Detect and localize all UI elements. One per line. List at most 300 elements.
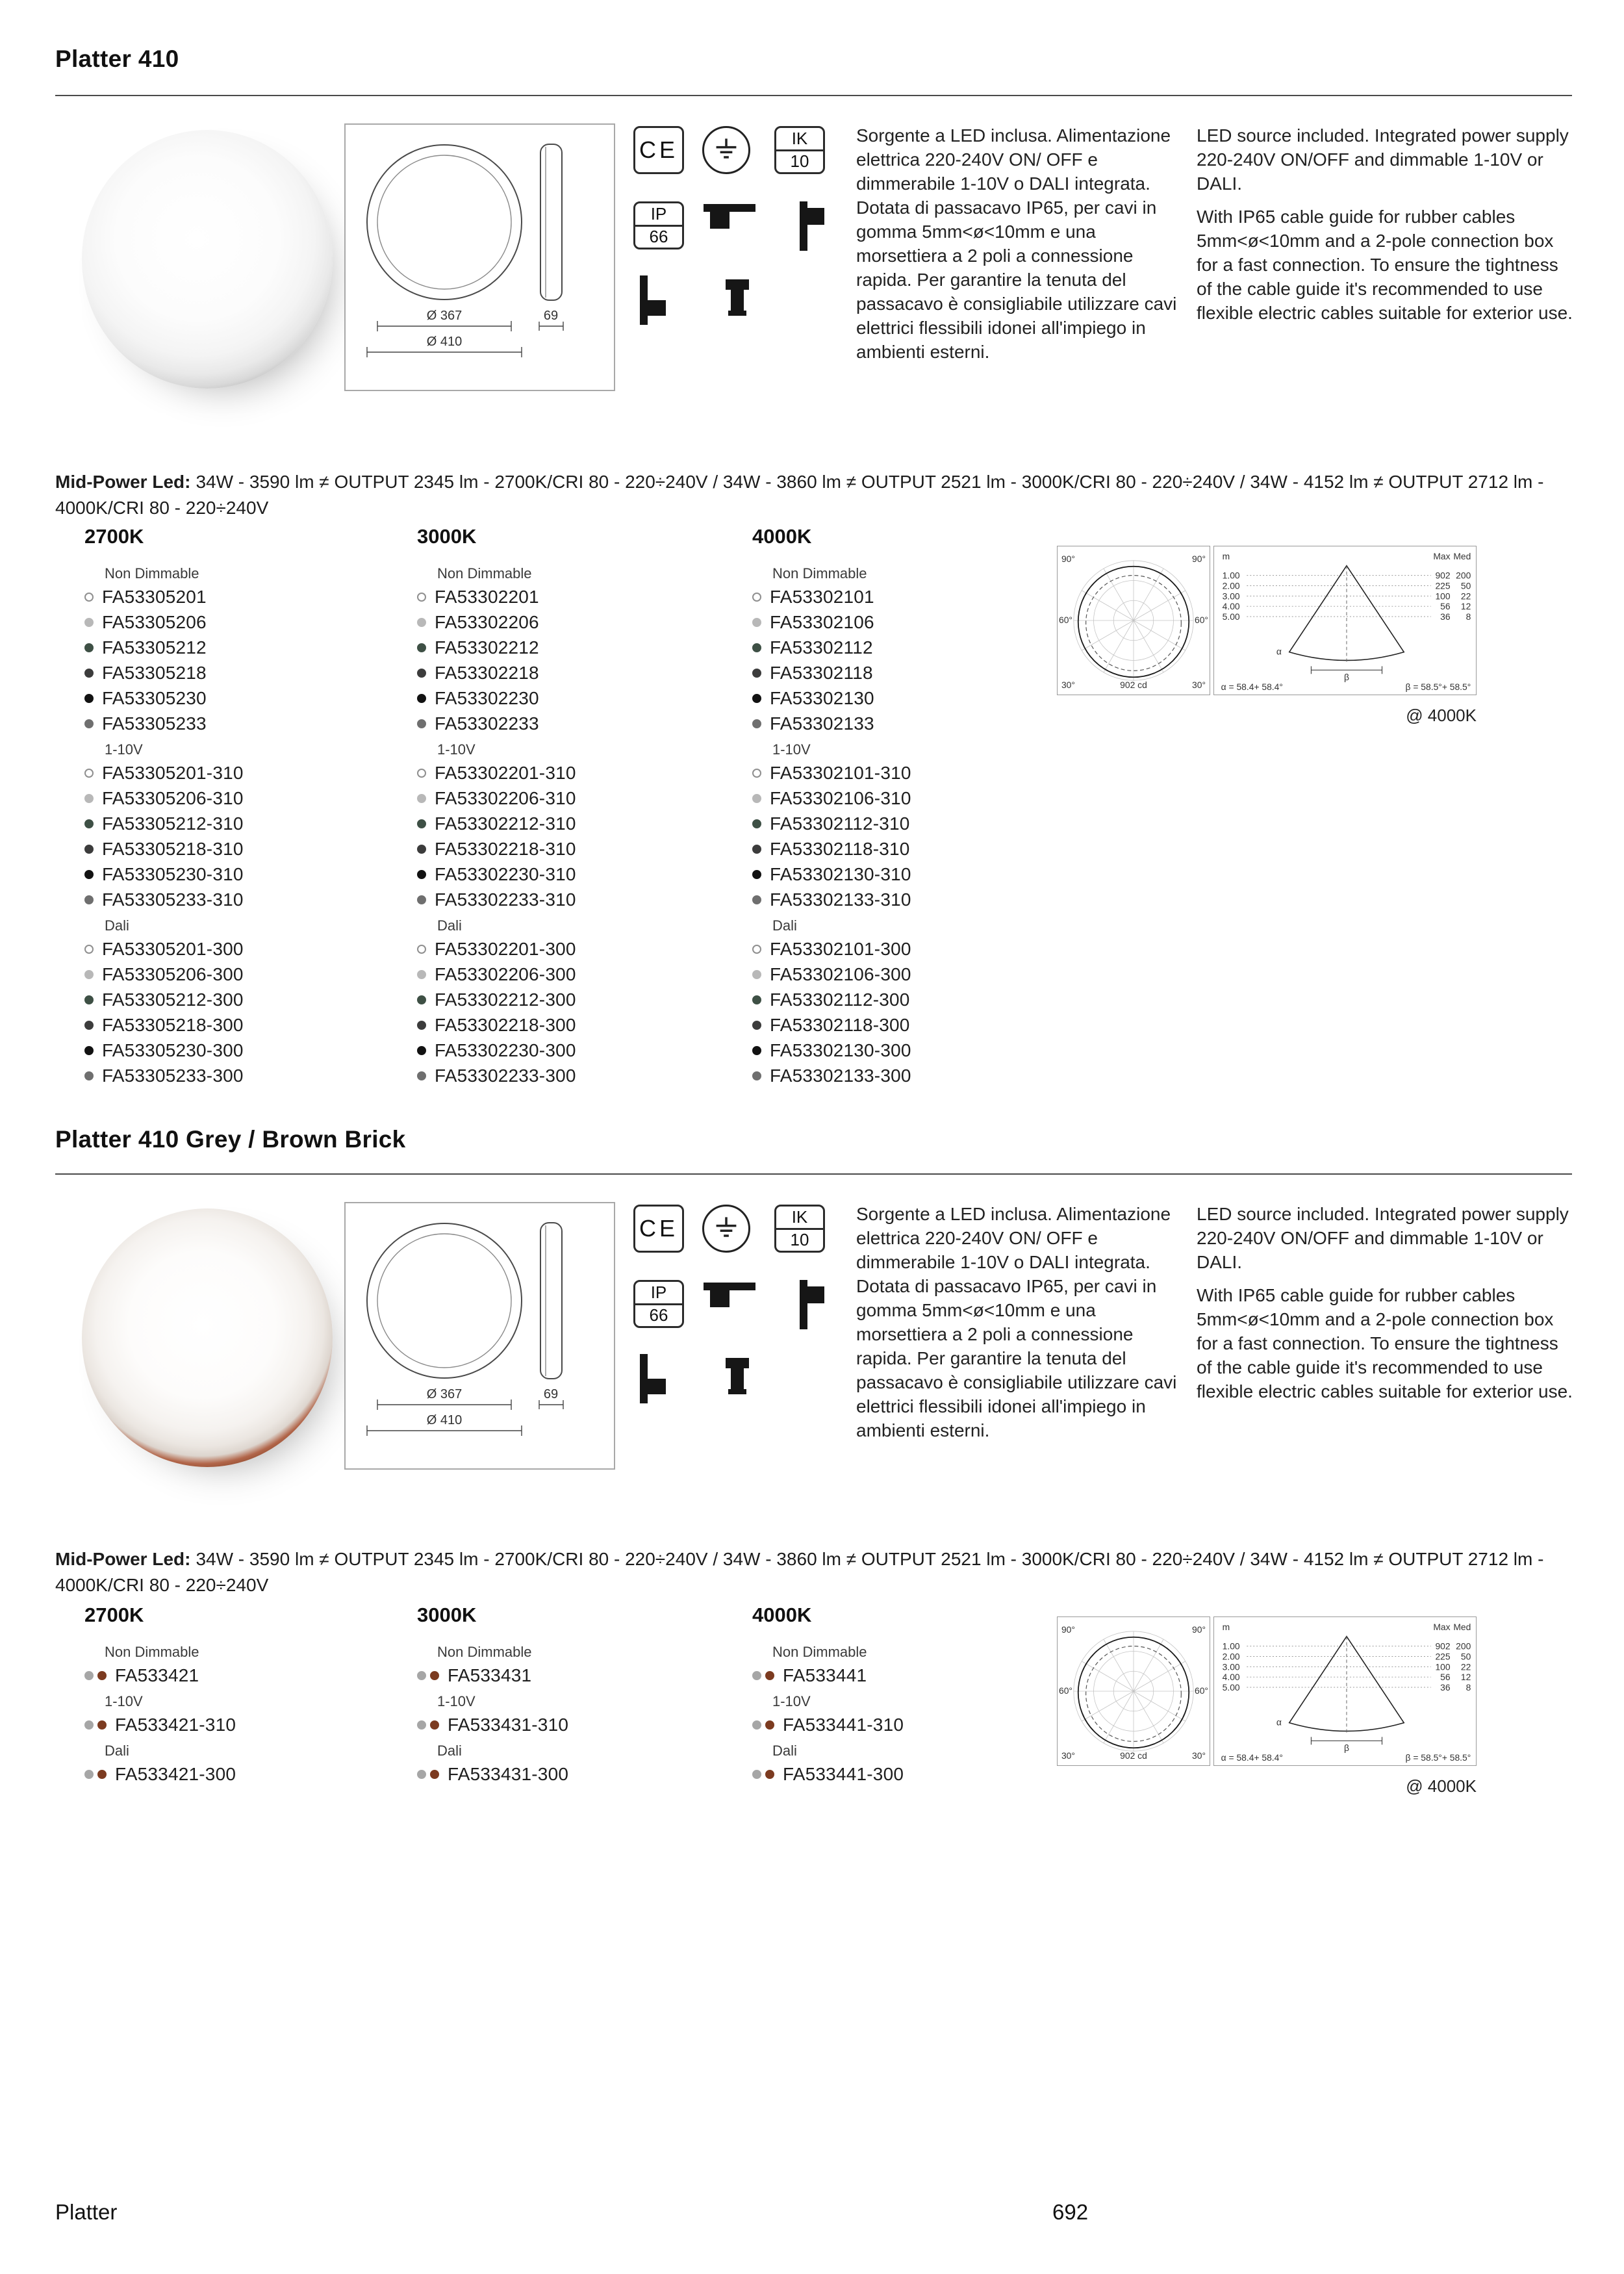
product-code: FA53302206 [435,611,539,632]
product-code: FA53302212-300 [435,989,576,1010]
product-row [752,836,1051,862]
cone-row-max: 56 [1440,1672,1451,1683]
finish-dot [752,669,761,678]
product-code: FA533441 [783,1665,867,1685]
product-row [84,836,383,862]
description-english-p2: With IP65 cable guide for rubber cables 5mm<ø<10mm and a 2-pole connection box for a fast connection. To ensure the tightness of the cable guide it's recommended to use flexible electric cables suitable for exterior use. [1197,207,1573,323]
finish-dots [752,669,761,678]
dimension-depth: 69 [543,309,559,323]
finish-dots [417,1021,426,1030]
ground-symbol [712,136,741,164]
product-row [417,1663,716,1688]
technical-drawing-svg [346,1203,614,1468]
description-english-p1: LED source included. Integrated power supply 220-240V ON/OFF and dimmable 1-10V or DALI. [1197,125,1569,194]
dimension-diameter-outer: Ø 410 [426,335,463,349]
midpower-spec [55,469,1572,521]
product-code: FA53302218-300 [435,1014,576,1035]
description-english [1197,1202,1573,1412]
finish-dot [430,1770,439,1779]
cone-alpha-symbol: α [1276,646,1282,657]
finish-dot [84,669,94,678]
finish-dot [752,694,761,703]
cone-row-med: 8 [1465,611,1471,622]
finish-dots [417,719,426,728]
ce-mark-icon [633,126,684,174]
product-code: FA53302112-300 [770,989,910,1010]
polar-diagram [1057,546,1210,695]
product-row [84,987,383,1012]
finish-dots [84,870,94,879]
ik-label: IK [776,1207,823,1230]
product-column-4000k [752,525,1051,1088]
product-code: FA53302101-310 [770,762,911,783]
product-code: FA53302133 [770,713,874,734]
product-code: FA53302106-300 [770,964,911,984]
ip-rating-icon [633,201,684,249]
product-list [84,560,383,1088]
cone-row-distance: 3.00 [1222,591,1240,602]
cone-row-med: 12 [1460,601,1471,612]
ce-text: CE [639,1215,678,1242]
polar-label-90-right: 90° [1192,553,1206,564]
product-row [417,862,716,887]
cone-row-distance: 5.00 [1222,611,1240,622]
finish-dot [417,1071,426,1080]
product-list [84,1639,383,1787]
finish-dots [752,593,761,602]
ip-value: 66 [649,1305,668,1325]
description-english [1197,123,1573,334]
finish-dot [752,870,761,879]
product-row [417,1012,716,1038]
section-divider [55,1173,1572,1175]
finish-dots [84,970,94,979]
finish-dots [84,895,94,904]
product-row [417,936,716,962]
polar-candela-value: 902 cd [1120,680,1147,691]
product-row [752,862,1051,887]
product-code: FA53305218-300 [102,1014,244,1035]
cone-row-distance: 2.00 [1222,1651,1240,1662]
finish-dot [752,1046,761,1055]
ce-mark-icon [633,1205,684,1253]
finish-dots [84,1071,94,1080]
finish-dot [417,1021,426,1030]
cone-alpha-value: α = 58.4+ 58.4° [1221,1752,1283,1763]
product-list [752,1639,1051,1787]
ip-value: 66 [649,227,668,247]
product-code: FA53302206-300 [435,964,576,984]
product-list [417,560,716,1088]
finish-dot [752,643,761,652]
finish-dot [84,618,94,627]
finish-dot [97,1720,107,1730]
product-code: FA53305230 [102,687,207,708]
finish-dots [417,995,426,1004]
product-row [417,635,716,660]
product-row [417,660,716,685]
cone-alpha-symbol: α [1276,1717,1282,1728]
dimension-lines [367,1399,563,1436]
footer-collection-name: Platter [55,2200,118,2224]
finish-dots [84,593,94,602]
finish-dots [84,769,94,778]
cone-row-med: 22 [1460,591,1471,602]
finish-dot [84,1046,94,1055]
product-row [417,836,716,862]
ground-icon [702,126,750,174]
product-code: FA53305206-300 [102,964,244,984]
column-header: 4000K [752,1603,812,1626]
product-list [417,1639,716,1787]
cone-row-max: 36 [1440,1682,1451,1693]
column-header: 3000K [417,1603,477,1626]
cone-med-header: Med [1453,1621,1471,1632]
cone-med-header: Med [1453,550,1471,561]
product-code: FA533441-310 [783,1714,904,1735]
finish-dot [752,769,761,778]
finish-dot [417,593,426,602]
product-row [752,760,1051,786]
product-row [84,685,383,711]
finish-dot [417,769,426,778]
product-row [417,1712,716,1737]
product-code: FA53305201-300 [102,938,244,959]
finish-dots [417,669,426,678]
lamp-side-view [540,1223,562,1379]
polar-label-90-left: 90° [1061,553,1075,564]
product-row [84,786,383,811]
finish-dot [752,845,761,854]
group-label: 1-10V [105,741,143,758]
finish-dot [430,1671,439,1680]
product-row [417,962,716,987]
product-row [417,685,716,711]
product-code: FA53305218-310 [102,838,244,859]
finish-dot [417,970,426,979]
cone-row-distance: 3.00 [1222,1661,1240,1672]
finish-dots [84,845,94,854]
polar-grid [1074,1631,1193,1751]
product-code: FA53302230-300 [435,1040,576,1060]
footer-page-number: 692 [1052,2200,1089,2224]
product-row [84,887,383,912]
finish-dot [752,1671,761,1680]
product-code: FA53305233-300 [102,1065,244,1086]
product-row [84,660,383,685]
cone-beta-value: β = 58.5°+ 58.5° [1405,1752,1471,1763]
finish-dot [752,794,761,803]
description-italian: Sorgente a LED inclusa. Alimentazione elettrica 220-240V ON/ OFF e dimmerabile 1-10V o DALI integrata. Dotata di passacavo IP65, per cavi in gomma 5mm<ø<10mm e una morsettiera a 2 poli a connessione rapida. Per garantire la tenuta del passacavo è consigliabile utilizzare cavi elettrici flessibili idonei all'impiego in ambienti esterni. [856,1204,1177,1440]
finish-dot [752,1720,761,1730]
finish-dot [417,819,426,828]
product-code: FA53302201-300 [435,938,576,959]
midpower-text: 34W - 3590 lm ≠ OUTPUT 2345 lm - 2700K/CRI 80 - 220÷240V / 34W - 3860 lm ≠ OUTPUT 2521 lm - 3000K/CRI 80 - 220÷240V / 34W - 4152 lm ≠ OUTPUT 2712 lm - 4000K/CRI 80 - 220÷240V [55,472,1544,518]
column-header: 2700K [84,1603,144,1626]
product-row [752,1663,1051,1688]
finish-dots [752,694,761,703]
finish-dots [417,845,426,854]
polar-label-60-right: 60° [1195,1685,1208,1696]
group-label: 1-10V [772,741,811,758]
finish-dot [417,945,426,954]
product-code: FA53305201-310 [102,762,244,783]
product-code: FA53302206-310 [435,787,576,808]
group-label: Non Dimmable [437,1643,532,1660]
finish-dot [417,995,426,1004]
finish-dots [417,1720,439,1730]
finish-dots [417,819,426,828]
column-header: 2700K [84,525,144,548]
product-row [84,962,383,987]
cone-beta-symbol: β [1343,1743,1349,1754]
section-title: Platter 410 [55,45,179,72]
product-code: FA53305212-310 [102,813,244,834]
cable-gland-icon [709,273,766,327]
cone-row-med: 50 [1460,580,1471,591]
cone-max-header: Max [1433,1621,1451,1632]
color-temp-note: @ 4000K [1406,1776,1477,1796]
product-row [752,1712,1051,1737]
cone-row-med: 200 [1456,570,1471,581]
finish-dot [84,970,94,979]
product-row [84,936,383,962]
product-row [84,811,383,836]
finish-dots [417,618,426,627]
product-code: FA53302106-310 [770,787,911,808]
product-row [752,786,1051,811]
cone-row-distance: 2.00 [1222,580,1240,591]
cone-row-distance: 4.00 [1222,1672,1240,1683]
product-row [84,1012,383,1038]
product-column-3000k [417,1603,716,1787]
finish-dots [417,643,426,652]
finish-dot [97,1671,107,1680]
product-code: FA53302133-300 [770,1065,911,1086]
midpower-spec [55,1546,1572,1598]
finish-dots [417,593,426,602]
cone-diagram [1213,546,1477,695]
cone-beta-value: β = 58.5°+ 58.5° [1405,682,1471,693]
cone-row-med: 200 [1456,1641,1471,1652]
finish-dots [752,1770,774,1779]
ik-value: 10 [790,1230,809,1250]
group-label: Non Dimmable [105,1643,199,1660]
product-code: FA53302201 [435,586,539,607]
wall-mount-icon [774,1277,831,1332]
finish-dot [84,593,94,602]
polar-label-60-left: 60° [1059,614,1072,625]
product-row [84,635,383,660]
finish-dot [752,945,761,954]
ceiling-mount-icon [701,1277,758,1332]
polar-label-90-right: 90° [1192,1624,1206,1635]
ip-label: IP [635,203,682,227]
cone-alpha-value: α = 58.4+ 58.4° [1221,682,1283,693]
lamp-front-view [367,144,562,300]
finish-dot [417,1046,426,1055]
product-row [752,1063,1051,1088]
polar-diagram [1057,1616,1210,1766]
cone-row-max: 902 [1435,570,1451,581]
cone-unit-label: m [1222,550,1230,561]
product-row [84,609,383,635]
group-label: 1-10V [772,1693,811,1709]
product-code: FA533421-300 [115,1763,236,1784]
finish-dot [97,1770,107,1779]
product-row [752,1038,1051,1063]
product-row [417,760,716,786]
finish-dots [752,1071,761,1080]
finish-dot [84,845,94,854]
product-row [84,1063,383,1088]
polar-label-60-right: 60° [1195,614,1208,625]
dimension-depth: 69 [543,1387,559,1401]
midpower-text: 34W - 3590 lm ≠ OUTPUT 2345 lm - 2700K/CRI 80 - 220÷240V / 34W - 3860 lm ≠ OUTPUT 2521 lm - 3000K/CRI 80 - 220÷240V / 34W - 4152 lm ≠ OUTPUT 2712 lm - 4000K/CRI 80 - 220÷240V [55,1549,1544,1595]
group-label: 1-10V [437,741,476,758]
finish-dots [84,694,94,703]
product-code: FA53305233 [102,713,207,734]
finish-dot [84,1770,94,1779]
product-code: FA53305212 [102,637,207,658]
product-row [417,987,716,1012]
product-code: FA53305206 [102,611,207,632]
cone-row-med: 22 [1460,1661,1471,1672]
finish-dot [752,618,761,627]
finish-dot [752,1071,761,1080]
group-label: Dali [437,1742,462,1759]
finish-dot [417,794,426,803]
polar-candela-value: 902 cd [1120,1750,1147,1761]
product-row [84,1712,383,1737]
product-row [417,1038,716,1063]
product-row [417,887,716,912]
cone-row-max: 36 [1440,611,1451,622]
polar-grid [1074,561,1193,680]
finish-dot [417,895,426,904]
product-row [752,609,1051,635]
finish-dots [417,1770,439,1779]
finish-dots [417,1046,426,1055]
product-code: FA53305212-300 [102,989,244,1010]
lamp-front-view [367,1223,562,1379]
product-row [84,1663,383,1688]
cone-diagram [1213,1616,1477,1766]
group-label: Dali [772,1742,797,1759]
product-row [752,685,1051,711]
product-code: FA53302230 [435,687,539,708]
product-code: FA53302133-310 [770,889,911,910]
product-row [752,987,1051,1012]
cone-row-max: 100 [1435,591,1451,602]
finish-dot [765,1770,774,1779]
finish-dots [752,719,761,728]
cone-unit-label: m [1222,1621,1230,1632]
ground-icon [702,1205,750,1253]
finish-dots [752,769,761,778]
product-row [417,1761,716,1787]
description-italian: Sorgente a LED inclusa. Alimentazione elettrica 220-240V ON/ OFF e dimmerabile 1-10V o DALI integrata. Dotata di passacavo IP65, per cavi in gomma 5mm<ø<10mm e una morsettiera a 2 poli a connessione rapida. Per garantire la tenuta del passacavo è consigliabile utilizzare cavi elettrici flessibili idonei all'impiego in ambienti esterni. [856,125,1177,362]
finish-dot [84,819,94,828]
group-label: Dali [437,917,462,934]
certification-icons [633,126,841,334]
finish-dots [417,794,426,803]
cone-beta-symbol: β [1343,672,1349,683]
product-row [752,711,1051,736]
finish-dot [430,1720,439,1730]
section-title: Platter 410 Grey / Brown Brick [55,1126,406,1153]
product-code: FA53302212-310 [435,813,576,834]
product-code: FA533431-300 [448,1763,569,1784]
technical-drawing [344,1202,615,1470]
finish-dot [752,819,761,828]
cone-row-max: 56 [1440,601,1451,612]
section-divider [55,95,1572,96]
finish-dot [84,719,94,728]
polar-label-30-left: 30° [1061,680,1075,691]
product-code: FA53305218 [102,662,207,683]
finish-dots [84,669,94,678]
finish-dot [84,895,94,904]
finish-dot [417,1720,426,1730]
finish-dot [84,870,94,879]
finish-dot [417,618,426,627]
finish-dots [84,1046,94,1055]
finish-dots [84,643,94,652]
finish-dots [417,970,426,979]
finish-dot [84,1720,94,1730]
technical-drawing [344,123,615,391]
cone-row-distance: 1.00 [1222,570,1240,581]
product-row [84,760,383,786]
ground-symbol [712,1214,741,1243]
finish-dot [417,870,426,879]
group-label: Dali [105,1742,129,1759]
finish-dots [417,769,426,778]
cone-row-max: 225 [1435,580,1451,591]
finish-dot [84,1021,94,1030]
product-row [417,786,716,811]
product-code: FA53302212 [435,637,539,658]
product-row [752,887,1051,912]
product-code: FA53302201-310 [435,762,576,783]
finish-dot [752,719,761,728]
cone-row-med: 50 [1460,1651,1471,1662]
product-row [752,962,1051,987]
product-list [752,560,1051,1088]
product-code: FA53302118-310 [770,838,910,859]
product-code: FA53302230-310 [435,863,576,884]
finish-dot [752,1021,761,1030]
polar-label-90-left: 90° [1061,1624,1075,1635]
finish-dot [752,995,761,1004]
group-label: Non Dimmable [437,565,532,581]
product-code: FA533431-310 [448,1714,569,1735]
product-column-4000k [752,1603,1051,1787]
product-row [84,862,383,887]
product-row [752,584,1051,609]
dimension-lines [367,321,563,357]
finish-dot [752,895,761,904]
product-row [752,936,1051,962]
ik-value: 10 [790,151,809,172]
cone-row-distance: 5.00 [1222,1682,1240,1693]
product-code: FA53305201 [102,586,207,607]
product-code: FA53302118-300 [770,1014,910,1035]
ik-rating-icon [774,1205,825,1253]
finish-dots [84,1021,94,1030]
description-english-p1: LED source included. Integrated power supply 220-240V ON/OFF and dimmable 1-10V or DALI. [1197,1204,1569,1272]
